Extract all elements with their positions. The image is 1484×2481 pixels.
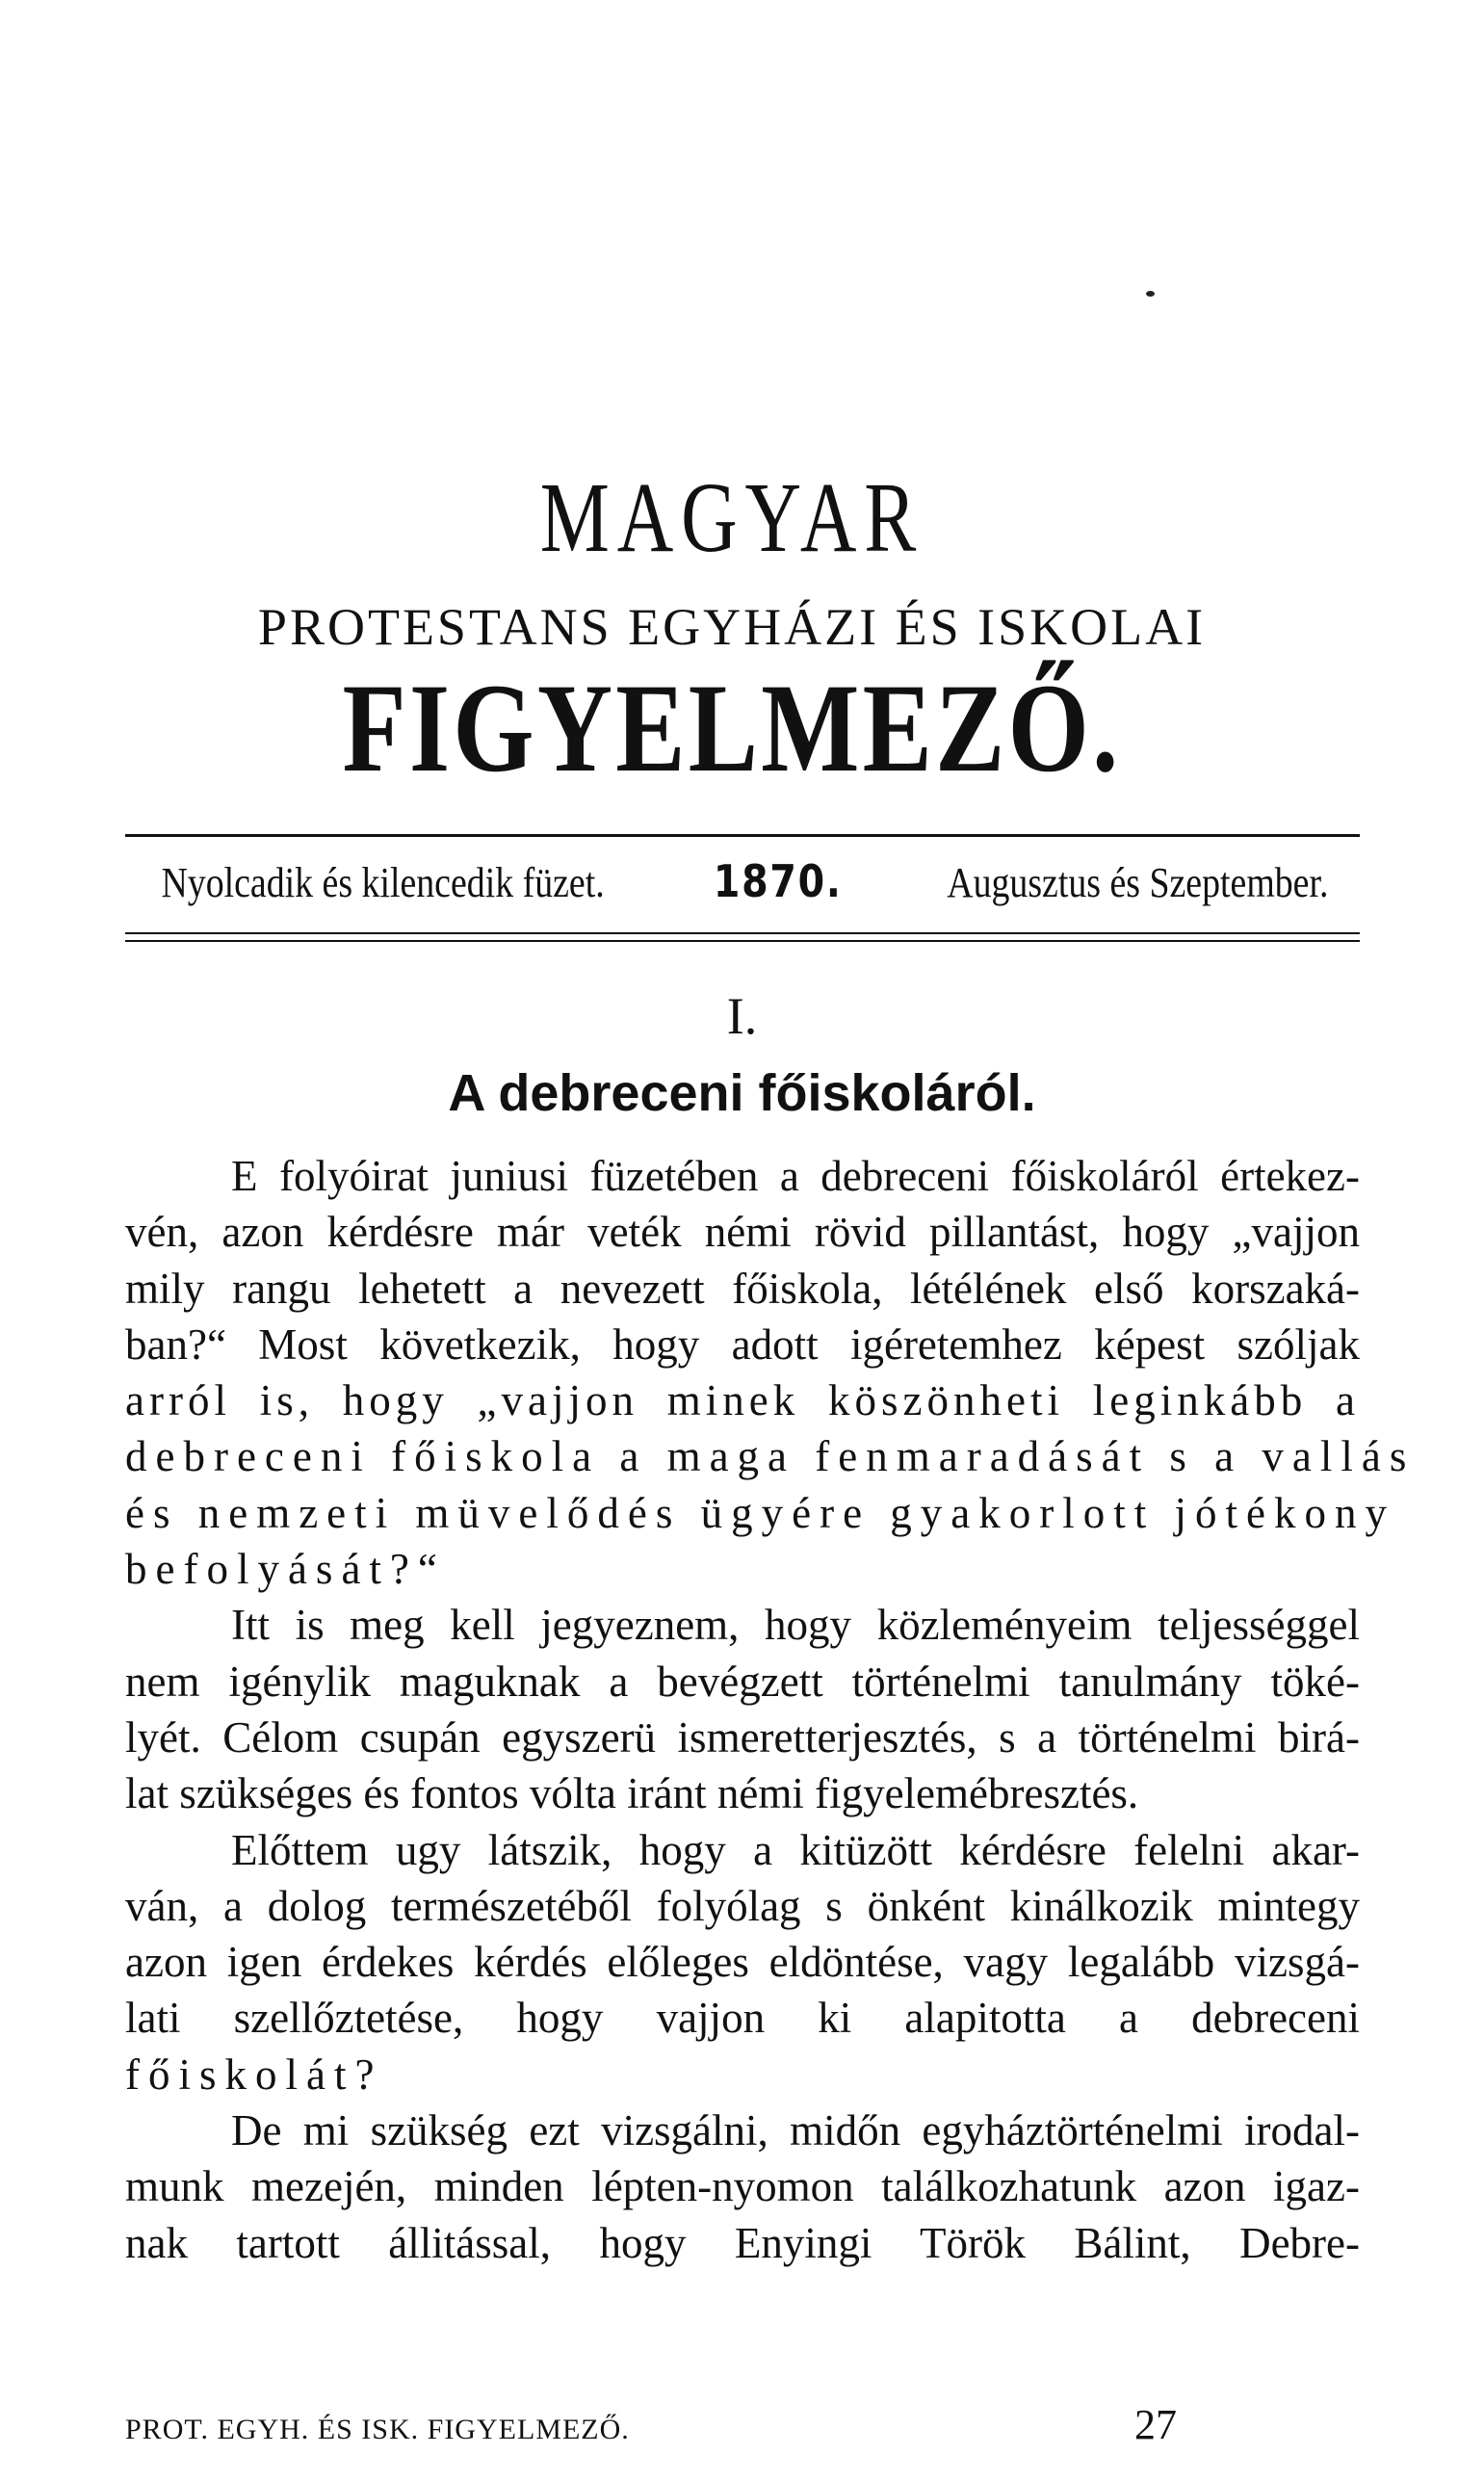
article-body [125,1148,1416,2271]
masthead-subtitle: PROTESTANS EGYHÁZI ÉS ISKOLAI [257,598,1207,656]
section-number: I. [726,987,758,1045]
body-line: ván, a dolog természetéből folyólag s önként kinálkozik mintegy [125,1881,1360,1930]
body-line: ban?“ Most következik, hogy adott igéretemhez képest szóljak [125,1319,1360,1369]
article-title: A debreceni főiskoláról. [448,1064,1036,1122]
print-speck [1146,291,1155,297]
body-line: nem igénylik maguknak a bevégzett történelmi tanulmány töké- [125,1657,1360,1706]
body-line: lati szellőztetése, hogy vajjon ki alapitotta a debreceni [125,1994,1360,2043]
body-line: Itt is meg kell jegyeznem, hogy közleményeim teljességgel [231,1601,1360,1650]
page-footer [125,2400,1360,2449]
body-line: debreceni főiskola a maga fenmaradását s a vallás [125,1432,1416,1481]
body-line: Előttem ugy látszik, hogy a kitüzött kérdésre felelni akar- [231,1825,1360,1874]
issue-number: Nyolcadik és kilencedik füzet. [161,859,605,906]
body-line: munk mezején, minden lépten-nyomon találkozhatunk azon igaz- [125,2162,1360,2211]
issue-year: 1870. [714,855,844,907]
masthead-title: MAGYAR [539,462,924,573]
body-line: De mi szükség ezt vizsgálni, midőn egyháztörténelmi irodal- [231,2106,1360,2155]
masthead-journal-name: FIGYELMEZŐ. [342,657,1122,798]
body-line: lyét. Célom csupán egyszerü ismeretterjesztés, s a történelmi birá- [125,1712,1360,1762]
body-line: főiskolát? [125,2050,383,2099]
header-rule-top [125,834,1360,837]
footer-journal-title: PROT. EGYH. ÉS ISK. FIGYELMEZŐ. [125,2414,630,2445]
header-rule-bottom-1 [125,932,1360,934]
body-line: E folyóirat juniusi füzetében a debreceni főiskoláról értekez- [231,1152,1360,1200]
body-line: vén, azon kérdésre már veték némi rövid pillantást, hogy „vajjon [125,1208,1360,1257]
page-number: 27 [1134,2401,1177,2448]
body-line: arról is, hogy „vajjon minek köszönheti leginkább a [125,1376,1360,1425]
issue-months: Augusztus és Szeptember. [947,859,1329,906]
body-line: nak tartott állitással, hogy Enyingi Török Bálint, Debre- [125,2218,1360,2267]
body-line: azon igen érdekes kérdés előleges eldöntése, vagy legalább vizsgá- [125,1938,1360,1987]
body-line: befolyását?“ [125,1545,446,1594]
header-rule-bottom-2 [125,940,1360,942]
body-line: és nemzeti müvelődés ügyére gyakorlott jótékony [125,1488,1396,1537]
body-line: lat szükséges és fontos vólta iránt némi figyelemébresztés. [125,1769,1139,1818]
body-line: mily rangu lehetett a nevezett főiskola, létélének első korszaká- [125,1264,1360,1313]
issue-line [125,855,1360,907]
